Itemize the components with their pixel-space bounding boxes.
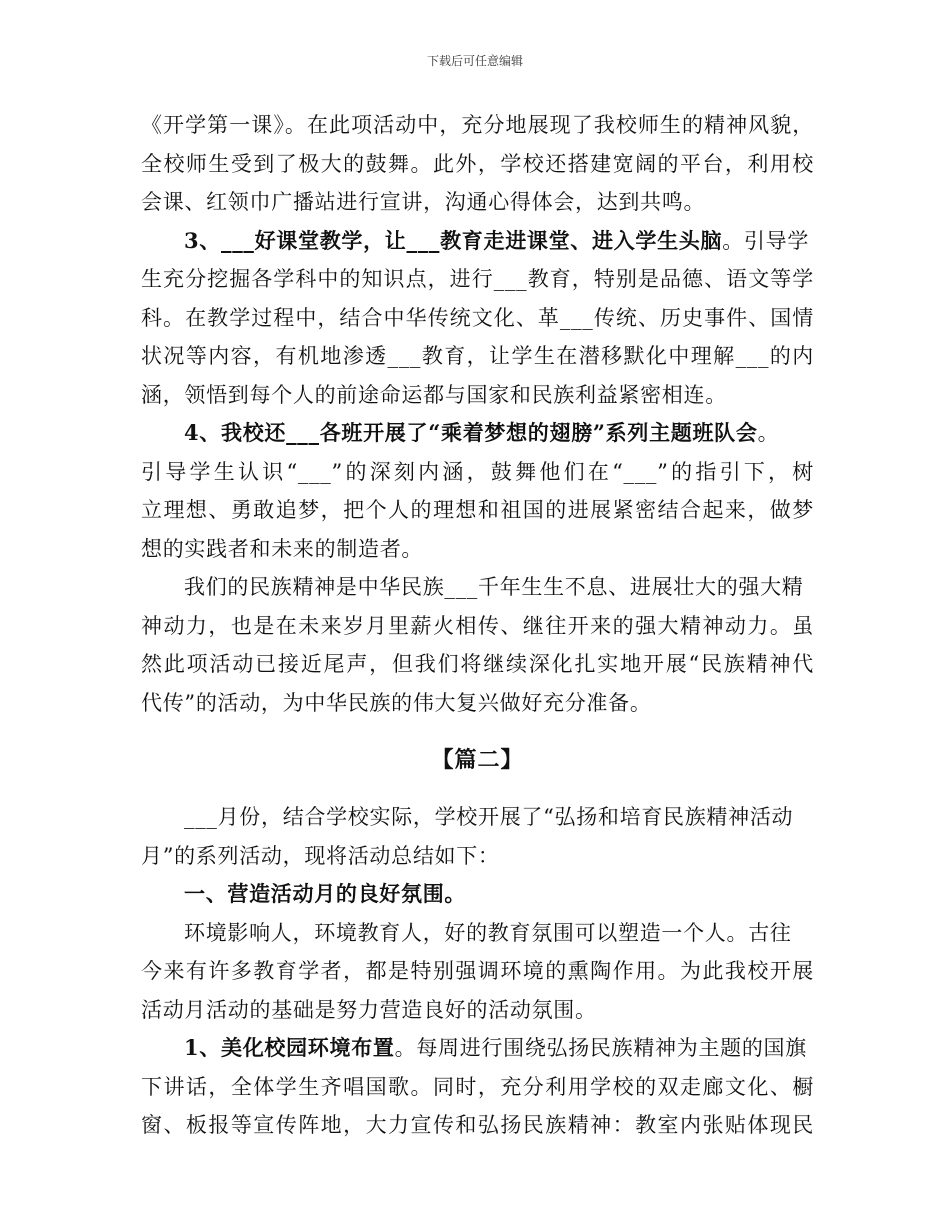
item-1-rest: 。每周进行围绕弘扬民族精神为主题的国旗 [394,1036,807,1060]
text-line: 状况等内容，有机地渗透___教育，让学生在潜移默化中理解___的内 [141,344,814,368]
text-line: 引导学生认识“___”的深刻内涵，鼓舞他们在“___”的指引下，树 [141,459,814,484]
text-line: 今来有许多教育学者，都是特别强调环境的熏陶作用。为此我校开展 [141,959,814,983]
text-line: 神动力，也是在未来岁月里薪火相传、继往开来的强大精神动力。虽 [141,613,814,638]
text-line: 涵，领悟到每个人的前途命运都与国家和民族利益紧密相连。 [141,382,727,407]
text-line: 会课、红领巾广播站进行宣讲，沟通心得体会，达到共鸣。 [141,190,706,214]
item-4-rest: 。 [757,421,780,445]
item-4-first-line [141,414,814,453]
text-line: 然此项活动已接近尾声，但我们将继续深化扎实地开展“民族精神代 [141,652,814,676]
text-line: 科。在教学过程中，结合中华传统文化、革___传统、历史事件、国情 [141,305,814,330]
text-line: 全校师生受到了极大的鼓舞。此外，学校还搭建宽阔的平台，利用校 [141,151,814,176]
item-3-bold: 3、___好课堂教学，让___教育走进课堂、进入学生头脑 [184,227,723,253]
text-line: 下讲话，全体学生齐唱国歌。同时，充分利用学校的双走廊文化、橱 [141,1074,814,1099]
section-title: 【篇二】 [431,747,524,773]
text-line: 月”的系列活动，现将活动总结如下： [141,843,500,868]
text-line: 代传”的活动，为中华民族的伟大复兴做好充分准备。 [141,690,652,715]
text-line: 立理想、勇敢追梦，把个人的理想和祖国的进展紧密结合起来，做梦 [141,498,814,522]
text-line: ___月份，结合学校实际，学校开展了“弘扬和培育民族精神活动 [184,805,794,829]
item-4-bold: 4、我校还___各班开展了“乘着梦想的翅膀”系列主题班队会 [184,420,758,445]
text-line: 《开学第一课》。在此项活动中，充分地展现了我校师生的精神风貌， [141,113,814,137]
item-1-first-line [141,1029,814,1068]
item-3-rest: 。引导学 [722,228,810,253]
header-note: 下载后可任意编辑 [426,54,523,68]
document-body [141,106,814,1145]
subheading: 一、营造活动月的良好氛围。 [184,881,467,906]
text-line: 我们的民族精神是中华民族___千年生生不息、进展壮大的强大精 [184,575,804,599]
text-line: 生充分挖掘各学科中的知识点，进行___教育，特别是品德、语文等学 [141,267,814,291]
text-line: 想的实践者和未来的制造者。 [141,536,424,561]
text-line: 环境影响人，环境教育人，好的教育氛围可以塑造一个人。古往 [184,920,792,945]
text-line: 窗、板报等宣传阵地，大力宣传和弘扬民族精神：教室内张贴体现民 [141,1113,814,1137]
item-1-bold: 1、美化校园环境布置 [184,1035,395,1060]
text-line: 活动月活动的基础是努力营造良好的活动氛围。 [141,997,597,1022]
item-3-first-line [141,222,814,261]
